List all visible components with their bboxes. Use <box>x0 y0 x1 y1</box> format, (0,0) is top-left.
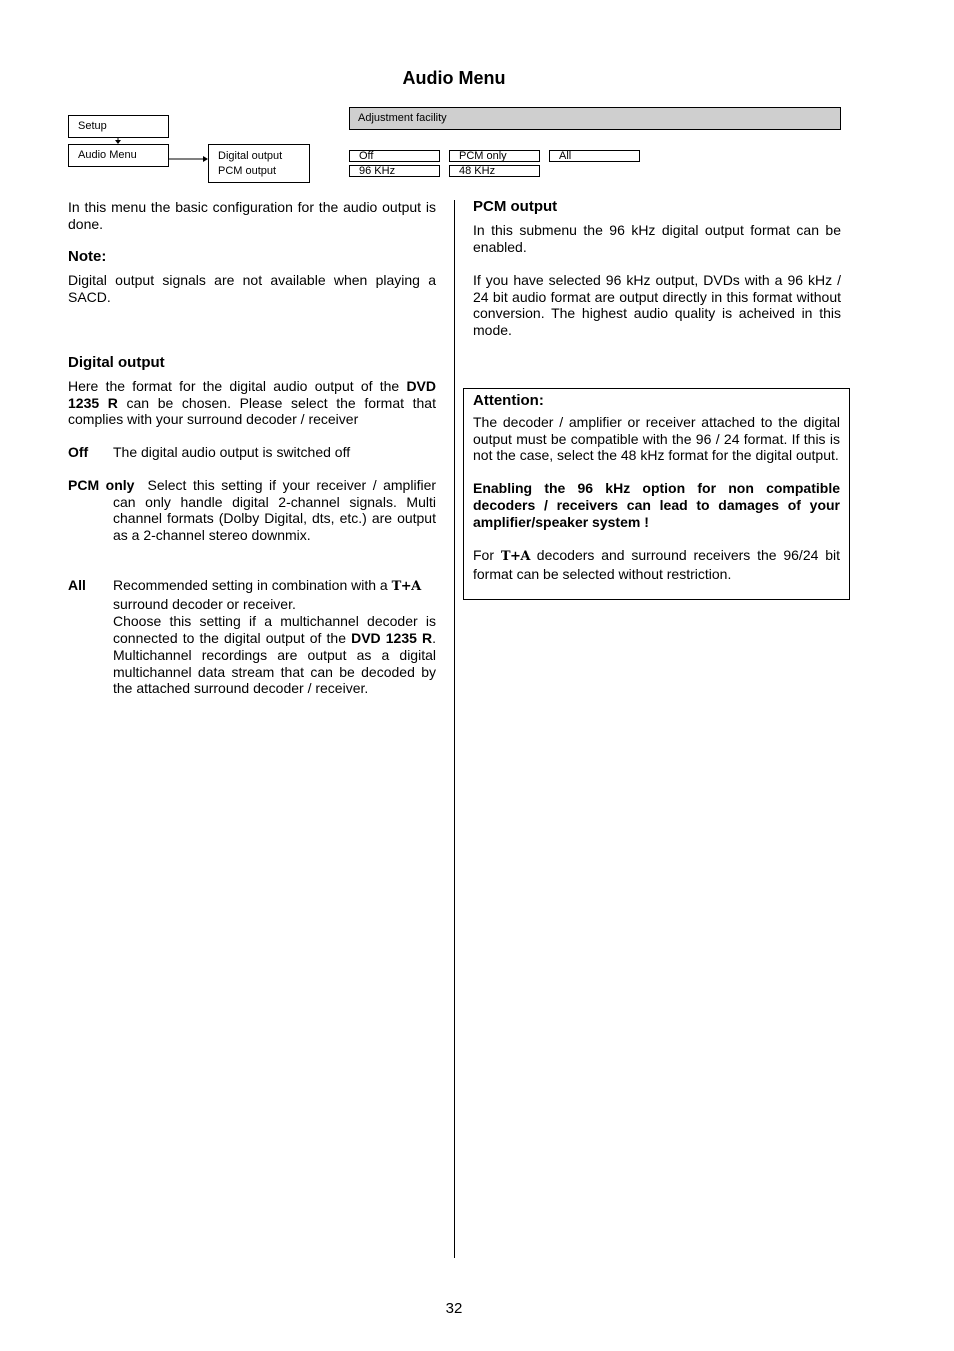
digital-output-text-part-1: Here the format for the digital audio output of the <box>68 378 407 394</box>
submenu-digital-output: Digital output <box>218 150 283 162</box>
brand-logo: T+A <box>391 579 421 594</box>
desc-all-part-3: Choose this setting if a multichannel decoder is connected to the digital output of the <box>113 613 436 647</box>
attention-box <box>463 388 850 600</box>
brand-logo-2: T+A <box>500 549 530 565</box>
desc-all-part-2: surround decoder or receiver. <box>113 595 296 612</box>
product-name: DVD 1235 R <box>68 378 436 411</box>
attention-for-part-1: For <box>473 547 501 564</box>
attention-for-text <box>473 547 840 582</box>
pcm-output-text-2: If you have selected 96 kHz output, DVDs with a 96 kHz / 24 bit audio format are output directly in this format without conversion. The highest audio quality is acheived in this mode. <box>473 272 841 339</box>
note-heading: Note: <box>68 248 107 265</box>
pcm-output-heading: PCM output <box>473 198 558 215</box>
def-all <box>68 577 436 697</box>
menu-label-setup: Setup <box>78 120 107 132</box>
option-96khz: 96 KHz <box>349 165 440 177</box>
page-number: 32 <box>445 1300 463 1317</box>
desc-all-part-1: Recommended setting in combination with a <box>113 577 392 593</box>
digital-output-text-part-2: can be chosen. Please select the format that complies with your surround decoder / receiver <box>68 394 436 428</box>
submenu-pcm-output: PCM output <box>218 165 277 177</box>
def-pcm-only <box>68 477 436 544</box>
note-text: Digital output signals are not available when playing a SACD. <box>68 272 436 305</box>
menu-box-audio-menu <box>68 144 169 167</box>
desc-all-1 <box>113 577 436 612</box>
column-divider <box>454 200 455 1258</box>
attention-warning: Enabling the 96 kHz option for non compatible decoders / receivers can lead to damages of your amplifier/speaker system ! <box>473 480 840 530</box>
intro-text: In this menu the basic configuration for the audio output is done. <box>68 199 436 232</box>
adjustment-facility-header: Adjustment facility <box>349 107 841 130</box>
option-48khz: 48 KHz <box>449 165 540 177</box>
submenu-box <box>208 144 310 183</box>
desc-off: The digital audio output is switched off <box>113 444 351 460</box>
option-off: Off <box>349 150 440 162</box>
menu-label-audio-menu: Audio Menu <box>78 149 137 161</box>
desc-pcm-only: Select this setting if your receiver / amplifier can only handle digital 2-channel signals. Multi channel formats (Dolby Digital, dts, etc.) are output as a 2-channel stereo downmix. <box>113 477 437 544</box>
term-pcm-only: PCM only <box>68 477 135 493</box>
desc-all-part-4: . Multichannel recordings are output as a digital multichannel data stream that can be decoded by the attached surround decoder / receiver. <box>113 630 436 697</box>
desc-all-2 <box>113 613 436 697</box>
attention-text: The decoder / amplifier or receiver attached to the digital output must be compatible with the 96 / 24 format. If this is not the case, select the 48 kHz format for the digital output. <box>473 414 840 464</box>
pcm-output-text-1: In this submenu the 96 kHz digital output format can be enabled. <box>473 222 841 255</box>
option-pcm-only: PCM only <box>449 150 540 162</box>
digital-output-heading: Digital output <box>68 354 165 371</box>
term-off: Off <box>68 444 89 460</box>
page-title: Audio Menu <box>402 68 506 88</box>
attention-heading: Attention: <box>473 392 544 409</box>
product-name-2: DVD 1235 R <box>351 630 433 647</box>
digital-output-text <box>68 378 436 428</box>
option-all: All <box>549 150 640 162</box>
attention-for-part-2: decoders and surround receivers the 96/24 bit format can be selected without restriction. <box>473 547 841 582</box>
def-off <box>68 444 436 461</box>
term-all: All <box>68 577 86 593</box>
